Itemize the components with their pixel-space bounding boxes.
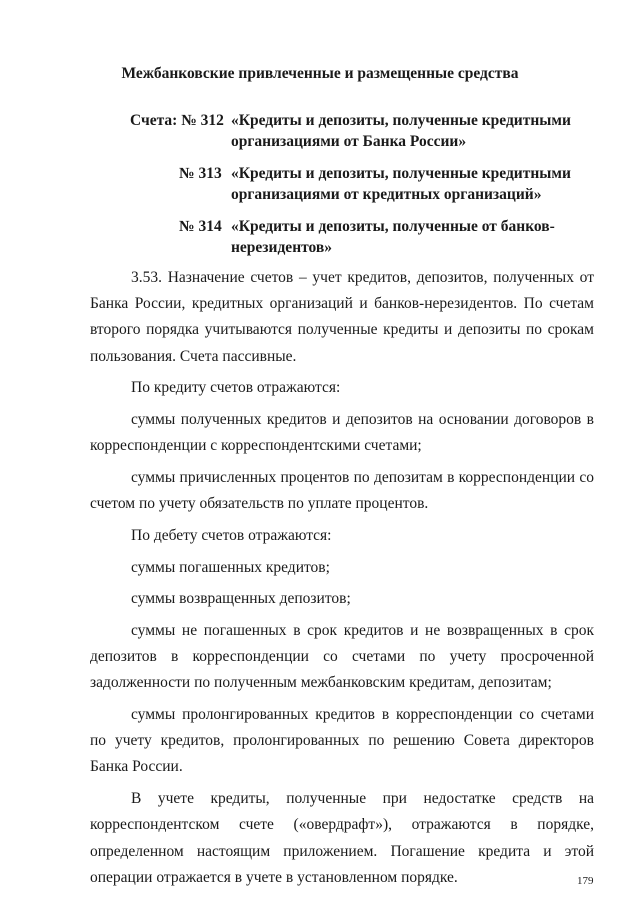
paragraph: суммы пролонгированных кредитов в корреспонденции со счетами по учету кредитов, пролонгированных по решению Совета директоров Банка России. — [90, 706, 594, 776]
body-text — [90, 265, 594, 891]
account-title-line: «Кредиты и депозиты, полученные кредитными — [231, 165, 571, 182]
account-label: № 313 — [179, 165, 222, 182]
paragraph: По кредиту счетов отражаются: — [131, 379, 341, 397]
paragraph: По дебету счетов отражаются: — [131, 526, 332, 544]
account-title-line: «Кредиты и депозиты, полученные от банков- — [231, 218, 555, 235]
section-heading: Межбанковские привлеченные и размещенные средства — [121, 65, 519, 82]
paragraph: суммы не погашенных в срок кредитов и не возвращенных в срок депозитов в корреспонденции со счетами по учету просроченной задолженности по полученным межбанковским кредитам, депозитам; — [90, 621, 594, 692]
paragraph: суммы полученных кредитов и депозитов на основании договоров в корреспонденции с корреспондентскими счетами; — [90, 411, 594, 455]
page-number: 179 — [577, 875, 594, 887]
paragraph: 3.53. Назначение счетов – учет кредитов, депозитов, полученных от Банка России, кредитных организаций и банков-нерезидентов. По счетам второго порядка учитываются полученные кредиты и депозиты по срокам пользования. Счета пассивные. — [90, 269, 594, 365]
paragraph: суммы погашенных кредитов; — [131, 558, 330, 576]
account-title-line: «Кредиты и депозиты, полученные кредитными — [231, 112, 571, 129]
account-314-heading — [179, 217, 555, 258]
account-title-line: нерезидентов» — [231, 238, 333, 256]
account-313-heading — [179, 164, 571, 205]
paragraph: суммы возвращенных депозитов; — [131, 590, 351, 608]
paragraph: суммы причисленных процентов по депозитам в корреспонденции со счетом по учету обязательств по уплате процентов. — [90, 468, 594, 513]
account-label: № 314 — [179, 218, 222, 235]
account-title-line: организациями от кредитных организаций» — [231, 185, 542, 203]
paragraph: В учете кредиты, полученные при недостатке средств на корреспондентском счете («овердрафт»), отражаются в порядке, определенном настоящим приложением. Погашение кредита и этой операции отражается в учете в установленном порядке. — [90, 790, 594, 886]
account-label: Счета: № 312 — [130, 112, 224, 129]
account-312-heading — [130, 111, 571, 152]
account-title-line: организациями от Банка России» — [231, 132, 467, 150]
